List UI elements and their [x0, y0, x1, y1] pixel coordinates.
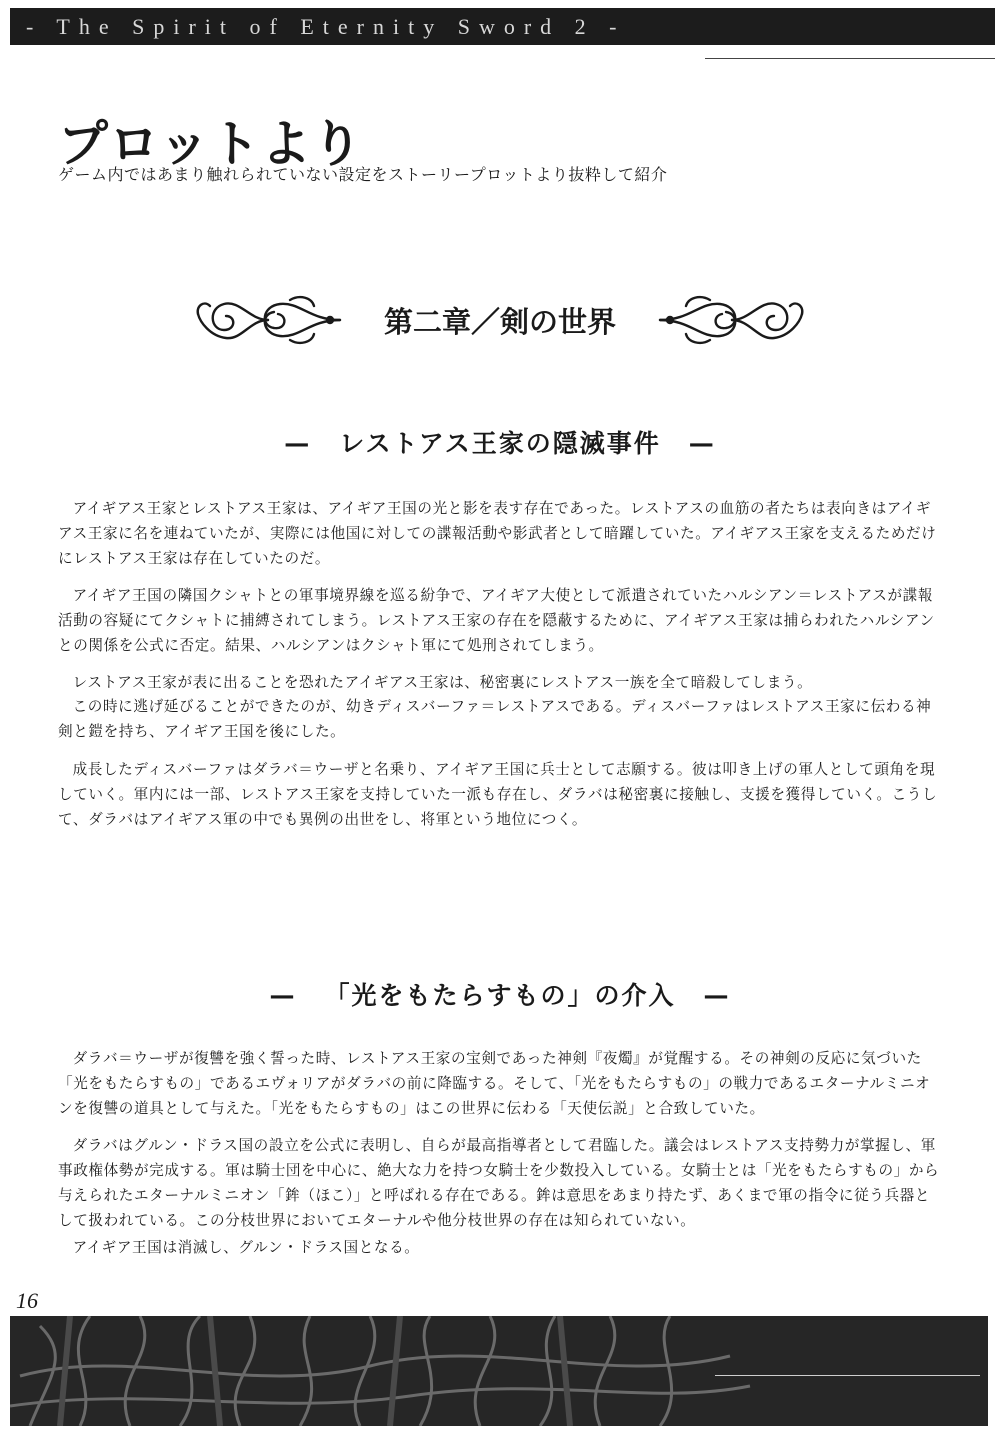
- header-divider: [705, 58, 995, 59]
- section-heading-restoas: [0, 424, 1000, 460]
- paragraph: レストアス王家が表に出ることを恐れたアイギアス王家は、秘密裏にレストアス一族を全て暗殺してしまう。: [72, 674, 813, 691]
- paragraph: アイギア王国の隣国クシャトとの軍事境界線を巡る紛争で、アイギア大使として派遣されていたハルシアン＝レストアスが諜報活動の容疑にてクシャトに捕縛されてしまう。レストアス王家の存在を隠蔽するために、アイギアス王家は捕らわれたハルシアンとの関係を公式に否定。結果、ハルシアンはクシャト軍にて処刑されてしまう。: [58, 587, 935, 654]
- flourish-right-icon: [655, 292, 810, 348]
- flourish-left-icon: [190, 292, 345, 348]
- footer-pattern-icon: [10, 1316, 988, 1426]
- footer-decoration: [10, 1316, 988, 1426]
- paragraph: この時に逃げ延びることができたのが、幼きディスバーファ＝レストアスである。ディスバーファはレストアス王家に伝わる神剣と鎧を持ち、アイギア王国を後にした。: [58, 698, 932, 740]
- header-bar: [10, 8, 995, 45]
- chapter-title: 第二章／剣の世界: [383, 305, 616, 339]
- page-title: プロットより: [58, 115, 363, 173]
- paragraph: アイギアス王家とレストアス王家は、アイギア王国の光と影を表す存在であった。レストアスの血筋の者たちは表向きはアイギアス王家に名を連ねていたが、実際には他国に対しての諜報活動や影武者として暗躍していた。アイギアス王家を支えるためだけにレストアス王家は存在していたのだ。: [58, 500, 937, 567]
- paragraph: 成長したディスバーファはダラバ＝ウーザと名乗り、アイギア王国に兵士として志願する。彼は叩き上げの軍人として頭角を現していく。軍内には一部、レストアス王家を支持していた一派も存在し、ダラバは秘密裏に接触し、支援を獲得していく。こうして、ダラバはアイギアス軍の中でも異例の出世をし、将軍という地位につく。: [58, 761, 938, 828]
- heading-dash: —: [688, 429, 716, 458]
- footer-divider: [715, 1375, 980, 1376]
- heading-dash: —: [703, 981, 731, 1010]
- section-title: レストアス王家の隠滅事件: [339, 429, 661, 458]
- chapter-banner: [190, 288, 810, 352]
- heading-dash: —: [284, 429, 312, 458]
- paragraph: ダラバ＝ウーザが復讐を強く誓った時、レストアス王家の宝剣であった神剣『夜燭』が覚醒する。その神剣の反応に気づいた「光をもたらすもの」であるエヴォリアがダラバの前に降臨する。そして、「光をもたらすもの」の戦力であるエターナルミニオンを復讐の道具として与えた。「光をもたらすもの」はこの世界に伝わる「天使伝説」と合致していた。: [58, 1050, 931, 1117]
- section-heading-light-bringer: [0, 976, 1000, 1012]
- heading-dash: —: [269, 981, 297, 1010]
- header-title: - The Spirit of Eternity Sword 2 -: [26, 14, 626, 39]
- paragraph: アイギア王国は消滅し、グルン・ドラス国となる。: [72, 1239, 420, 1256]
- page-number: 16: [16, 1288, 38, 1313]
- section-title: 「光をもたらすもの」の介入: [324, 981, 676, 1010]
- paragraph: ダラバはグルン・ドラス国の設立を公式に表明し、自らが最高指導者として君臨した。議会はレストアス支持勢力が掌握し、軍事政権体勢が完成する。軍は騎士団を中心に、絶大な力を持つ女騎士を少数投入している。女騎士とは「光をもたらすもの」から与えられたエターナルミニオン「鉾（ほこ）」と呼ばれる存在である。鉾は意思をあまり持たず、あくまで軍の指令に従う兵器として扱われている。この分枝世界においてエターナルや他分枝世界の存在は知られていない。: [58, 1137, 940, 1229]
- page-subtitle: ゲーム内ではあまり触れられていない設定をストーリープロットより抜粋して紹介: [58, 165, 668, 184]
